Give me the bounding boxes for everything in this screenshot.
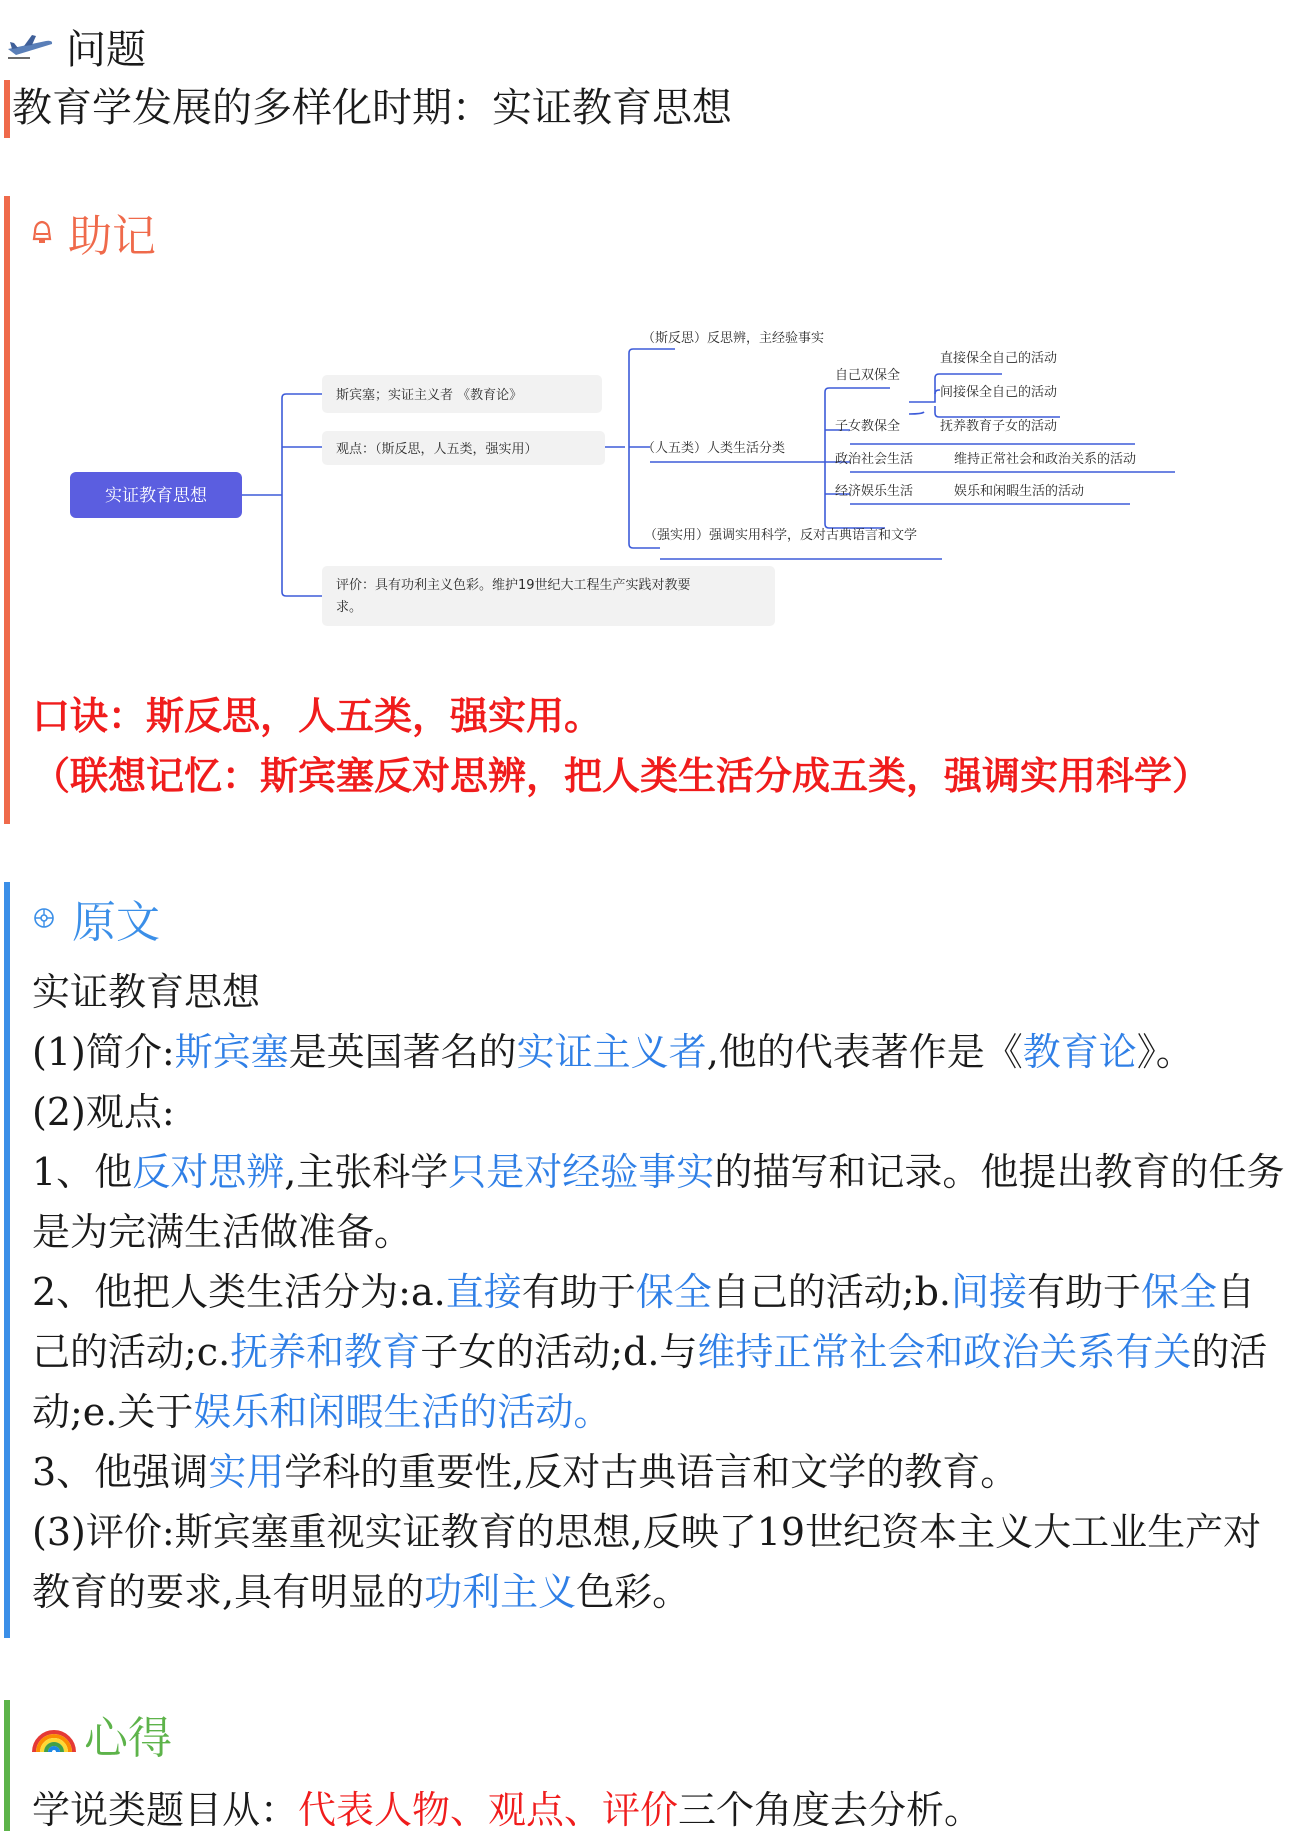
mindmap-node: 经济娱乐生活 [835, 484, 914, 499]
insight-accent-bar [4, 1700, 10, 1831]
original-accent-bar [4, 882, 10, 1638]
mnemonic-heading [32, 200, 156, 264]
mindmap-node: （斯反思）反思辨，主经验事实 [642, 331, 825, 346]
mnemonic-line-1: 口诀：斯反思，人五类，强实用。 [32, 694, 603, 738]
mindmap-node: 自己双保全 [835, 368, 901, 383]
mnemonic-line-2: （联想记忆：斯宾塞反对思辨，把人类生活分成五类，强调实用科学） [32, 754, 1211, 798]
mnemonic-accent-bar [4, 196, 10, 824]
insight-heading-text: 心得 [84, 1713, 172, 1764]
question-heading [6, 16, 146, 76]
mindmap-node: 评价：具有功利主义色彩。维护19世纪大工程生产实践对教要 [336, 578, 691, 593]
original-paragraph-viewpoint: (2)观点: [32, 1090, 175, 1134]
original-heading-text: 原文 [72, 897, 160, 948]
original-body [32, 962, 1292, 1622]
original-paragraph-3: 3、他强调实用学科的重要性,反对古典语言和文学的教育。 [32, 1450, 1019, 1494]
mindmap-node: （人五类）人类生活分类 [642, 441, 786, 456]
mindmap-node: 政治社会生活 [835, 452, 914, 467]
original-paragraph-evaluation: (3)评价:斯宾塞重视实证教育的思想,反映了19世纪资本主义大工业生产对教育的要求,具有明显的功利主义色彩。 [32, 1510, 1262, 1614]
mindmap-node: 间接保全自己的活动 [940, 385, 1058, 400]
rainbow-icon [30, 1714, 78, 1754]
mindmap-link [278, 394, 322, 596]
mindmap-node: 抚养教育子女的活动 [940, 419, 1058, 434]
question-heading-text: 问题 [66, 26, 146, 73]
bell-icon [32, 219, 52, 245]
mindmap-node: 求。 [336, 600, 363, 615]
mindmap-node: 娱乐和闲暇生活的活动 [954, 484, 1085, 499]
mindmap-node: 维持正常社会和政治关系的活动 [954, 452, 1137, 467]
insight-text: 学说类题目从：代表人物、观点、评价三个角度去分析。 [32, 1788, 983, 1832]
original-paragraph-1: 1、他反对思辨,主张科学只是对经验事实的描写和记录。他提出教育的任务是为完满生活做准备。 [32, 1150, 1285, 1254]
mindmap [60, 282, 1240, 672]
original-paragraph-2: 2、他把人类生活分为:a.直接有助于保全自己的活动;b.间接有助于保全自己的活动;c.抚养和教育子女的活动;d.与维持正常社会和政治关系有关的活动;e.关于娱乐和闲暇生活的活动。 [32, 1270, 1268, 1434]
original-title: 实证教育思想 [32, 970, 261, 1014]
insight-heading [30, 1702, 172, 1766]
mindmap-node: （强实用）强调实用科学，反对古典语言和文学 [644, 528, 918, 543]
question-text: 教育学发展的多样化时期：实证教育思想 [12, 85, 732, 131]
original-paragraph-intro: (1)简介:斯宾塞是英国著名的实证主义者,他的代表著作是《教育论》。 [32, 1030, 1194, 1074]
mindmap-node: 子女教保全 [835, 419, 901, 434]
question-accent-bar [4, 80, 10, 138]
mindmap-node: 观点：（斯反思，人五类，强实用） [336, 442, 538, 457]
airplane-icon [6, 31, 54, 61]
original-heading [32, 886, 160, 950]
flower-icon [32, 906, 56, 930]
mindmap-node: 直接保全自己的活动 [940, 351, 1058, 366]
mnemonic-heading-text: 助记 [68, 211, 156, 262]
mindmap-node: 斯宾塞；实证主义者 《教育论》 [336, 388, 523, 403]
mindmap-root-label: 实证教育思想 [105, 486, 207, 506]
